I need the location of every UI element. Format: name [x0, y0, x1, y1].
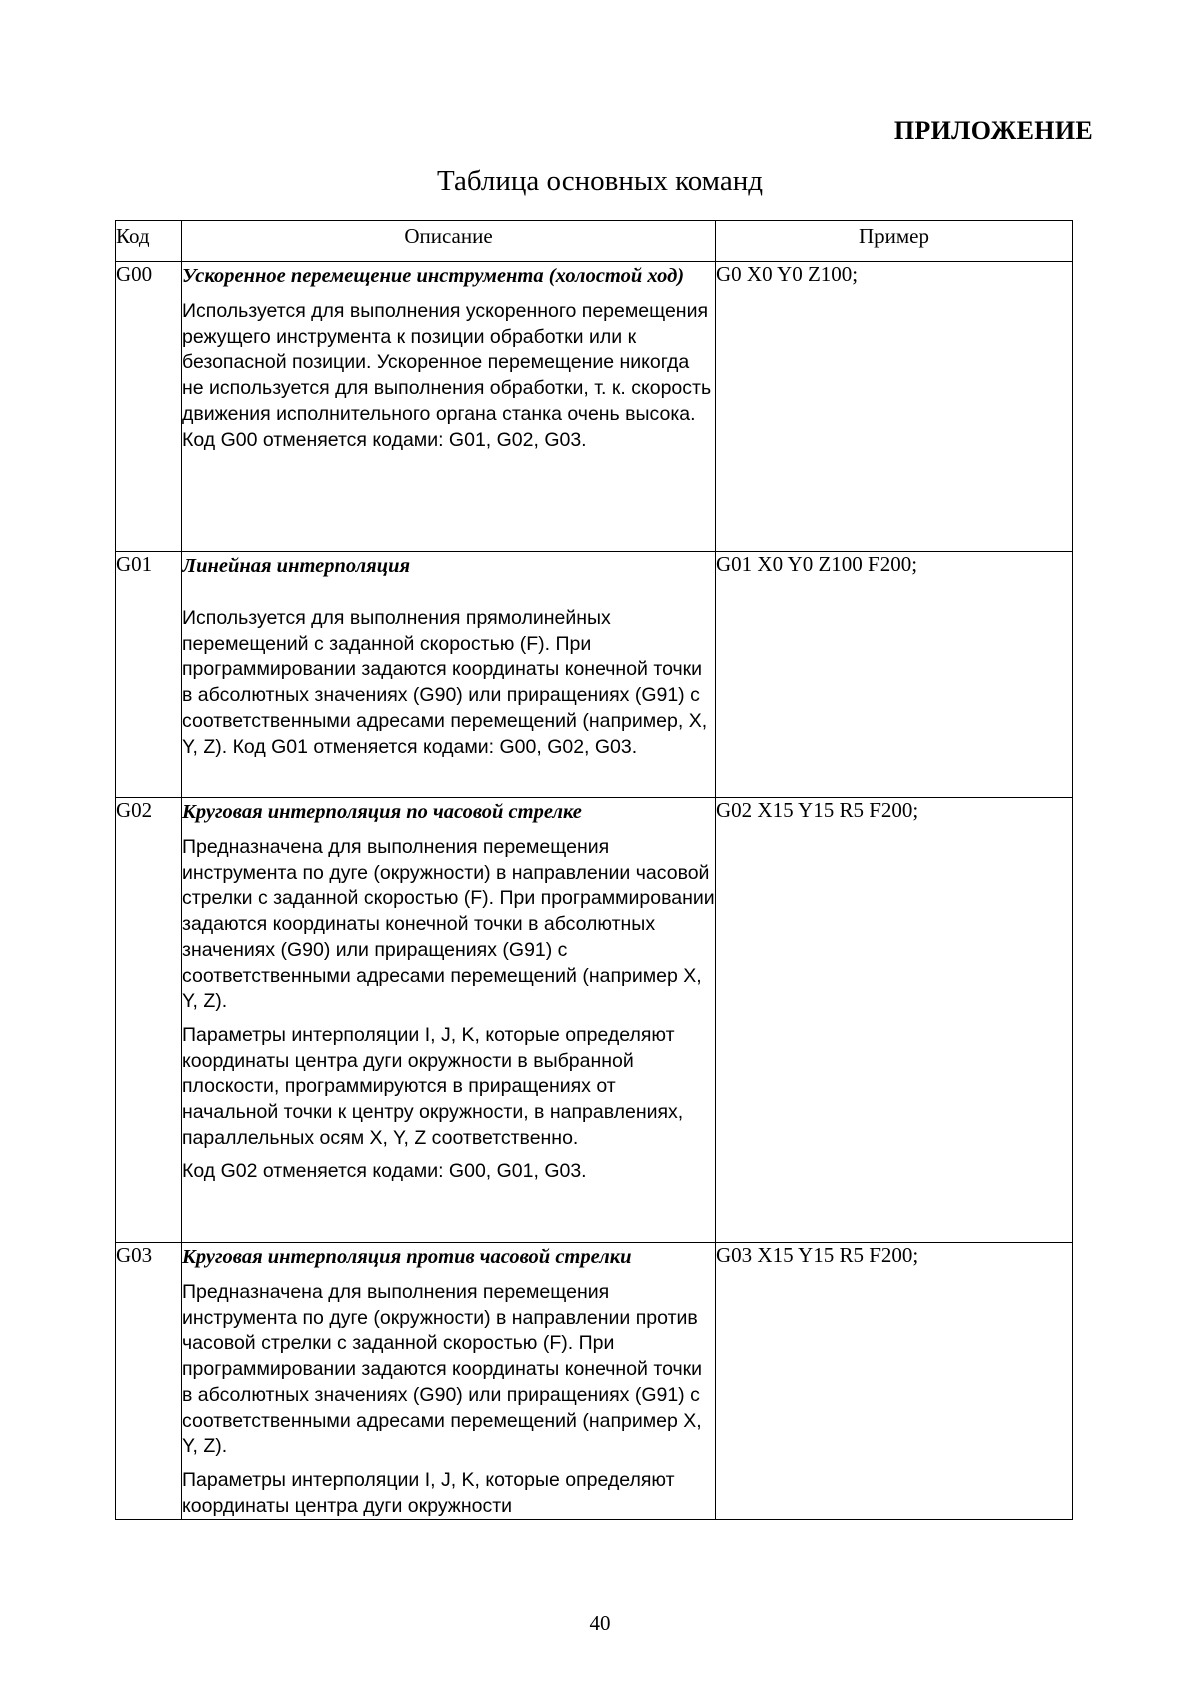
command-description [182, 552, 716, 798]
table-header-row [116, 221, 1073, 262]
command-example: G0 X0 Y0 Z100; [716, 262, 1073, 552]
command-description [182, 262, 716, 552]
command-example: G03 X15 Y15 R5 F200; [716, 1243, 1073, 1520]
description-paragraph: Предназначена для выполнения перемещения инструмента по дуге (окружности) в направлении против часовой стрелки с заданной скоростью (F). При программировании задаются координаты конечной точки в абсолютных значениях (G90) или приращениях (G91) с соответственными адресами перемещений (например X, Y, Z). [182, 1281, 703, 1458]
command-example: G01 X0 Y0 Z100 F200; [716, 552, 1073, 798]
table-row-g00 [116, 262, 1073, 552]
command-code: G02 [116, 798, 182, 1243]
table-title: Таблица основных команд [437, 165, 763, 197]
commands-table [115, 220, 1073, 1520]
header-code: Код [116, 221, 182, 262]
description-paragraph: Используется для выполнения ускоренного перемещения режущего инструмента к позиции обработки или к безопасной позиции. Ускоренное перемещение никогда не используется для выполнения обработки, т. к. скорость движения исполнительного органа станка очень высока. Код G00 отменяется кодами: G01, G02, G03. [182, 300, 712, 451]
page-number: 40 [589, 1611, 611, 1635]
command-description [182, 798, 716, 1243]
description-paragraph: Параметры интерполяции I, J, K, которые определяют координаты центра дуги окружности [182, 1468, 675, 1517]
command-name: Круговая интерполяция против часовой стрелки [182, 1246, 632, 1268]
header-example: Пример [716, 221, 1073, 262]
command-description [182, 1243, 716, 1520]
description-paragraph: Код G02 отменяется кодами: G00, G01, G03. [182, 1160, 587, 1183]
header-description: Описание [182, 221, 716, 262]
command-name: Линейная интерполяция [182, 555, 411, 577]
command-example: G02 X15 Y15 R5 F200; [716, 798, 1073, 1243]
appendix-heading: ПРИЛОЖЕНИЕ [893, 116, 1093, 145]
command-name: Ускоренное перемещение инструмента (холостой ход) [182, 265, 685, 287]
command-code: G03 [116, 1243, 182, 1520]
description-paragraph: Параметры интерполяции I, J, K, которые определяют координаты центра дуги окружности в выбранной плоскости, программируются в приращениях от начальной точки к центру окружности, в направлениях, параллельных осям X, Y, Z соответственно. [182, 1023, 684, 1149]
command-name: Круговая интерполяция по часовой стрелке [182, 801, 582, 823]
description-paragraph: Используется для выполнения прямолинейных перемещений с заданной скоростью (F). При программировании задаются координаты конечной точки в абсолютных значениях (G90) или приращениях (G91) с соответственными адресами перемещений (например, X, Y, Z). Код G01 отменяется кодами: G00, G02, G03. [182, 607, 708, 758]
table-row-g02 [116, 798, 1073, 1243]
description-paragraph: Предназначена для выполнения перемещения инструмента по дуге (окружности) в направлении часовой стрелки с заданной скоростью (F). При программировании задаются координаты конечной точки в абсолютных значениях (G90) или приращениях (G91) с соответственными адресами перемещений (например X, Y, Z). [182, 836, 715, 1013]
table-row-g01 [116, 552, 1073, 798]
command-code: G00 [116, 262, 182, 552]
table-row-g03 [116, 1243, 1073, 1520]
command-code: G01 [116, 552, 182, 798]
